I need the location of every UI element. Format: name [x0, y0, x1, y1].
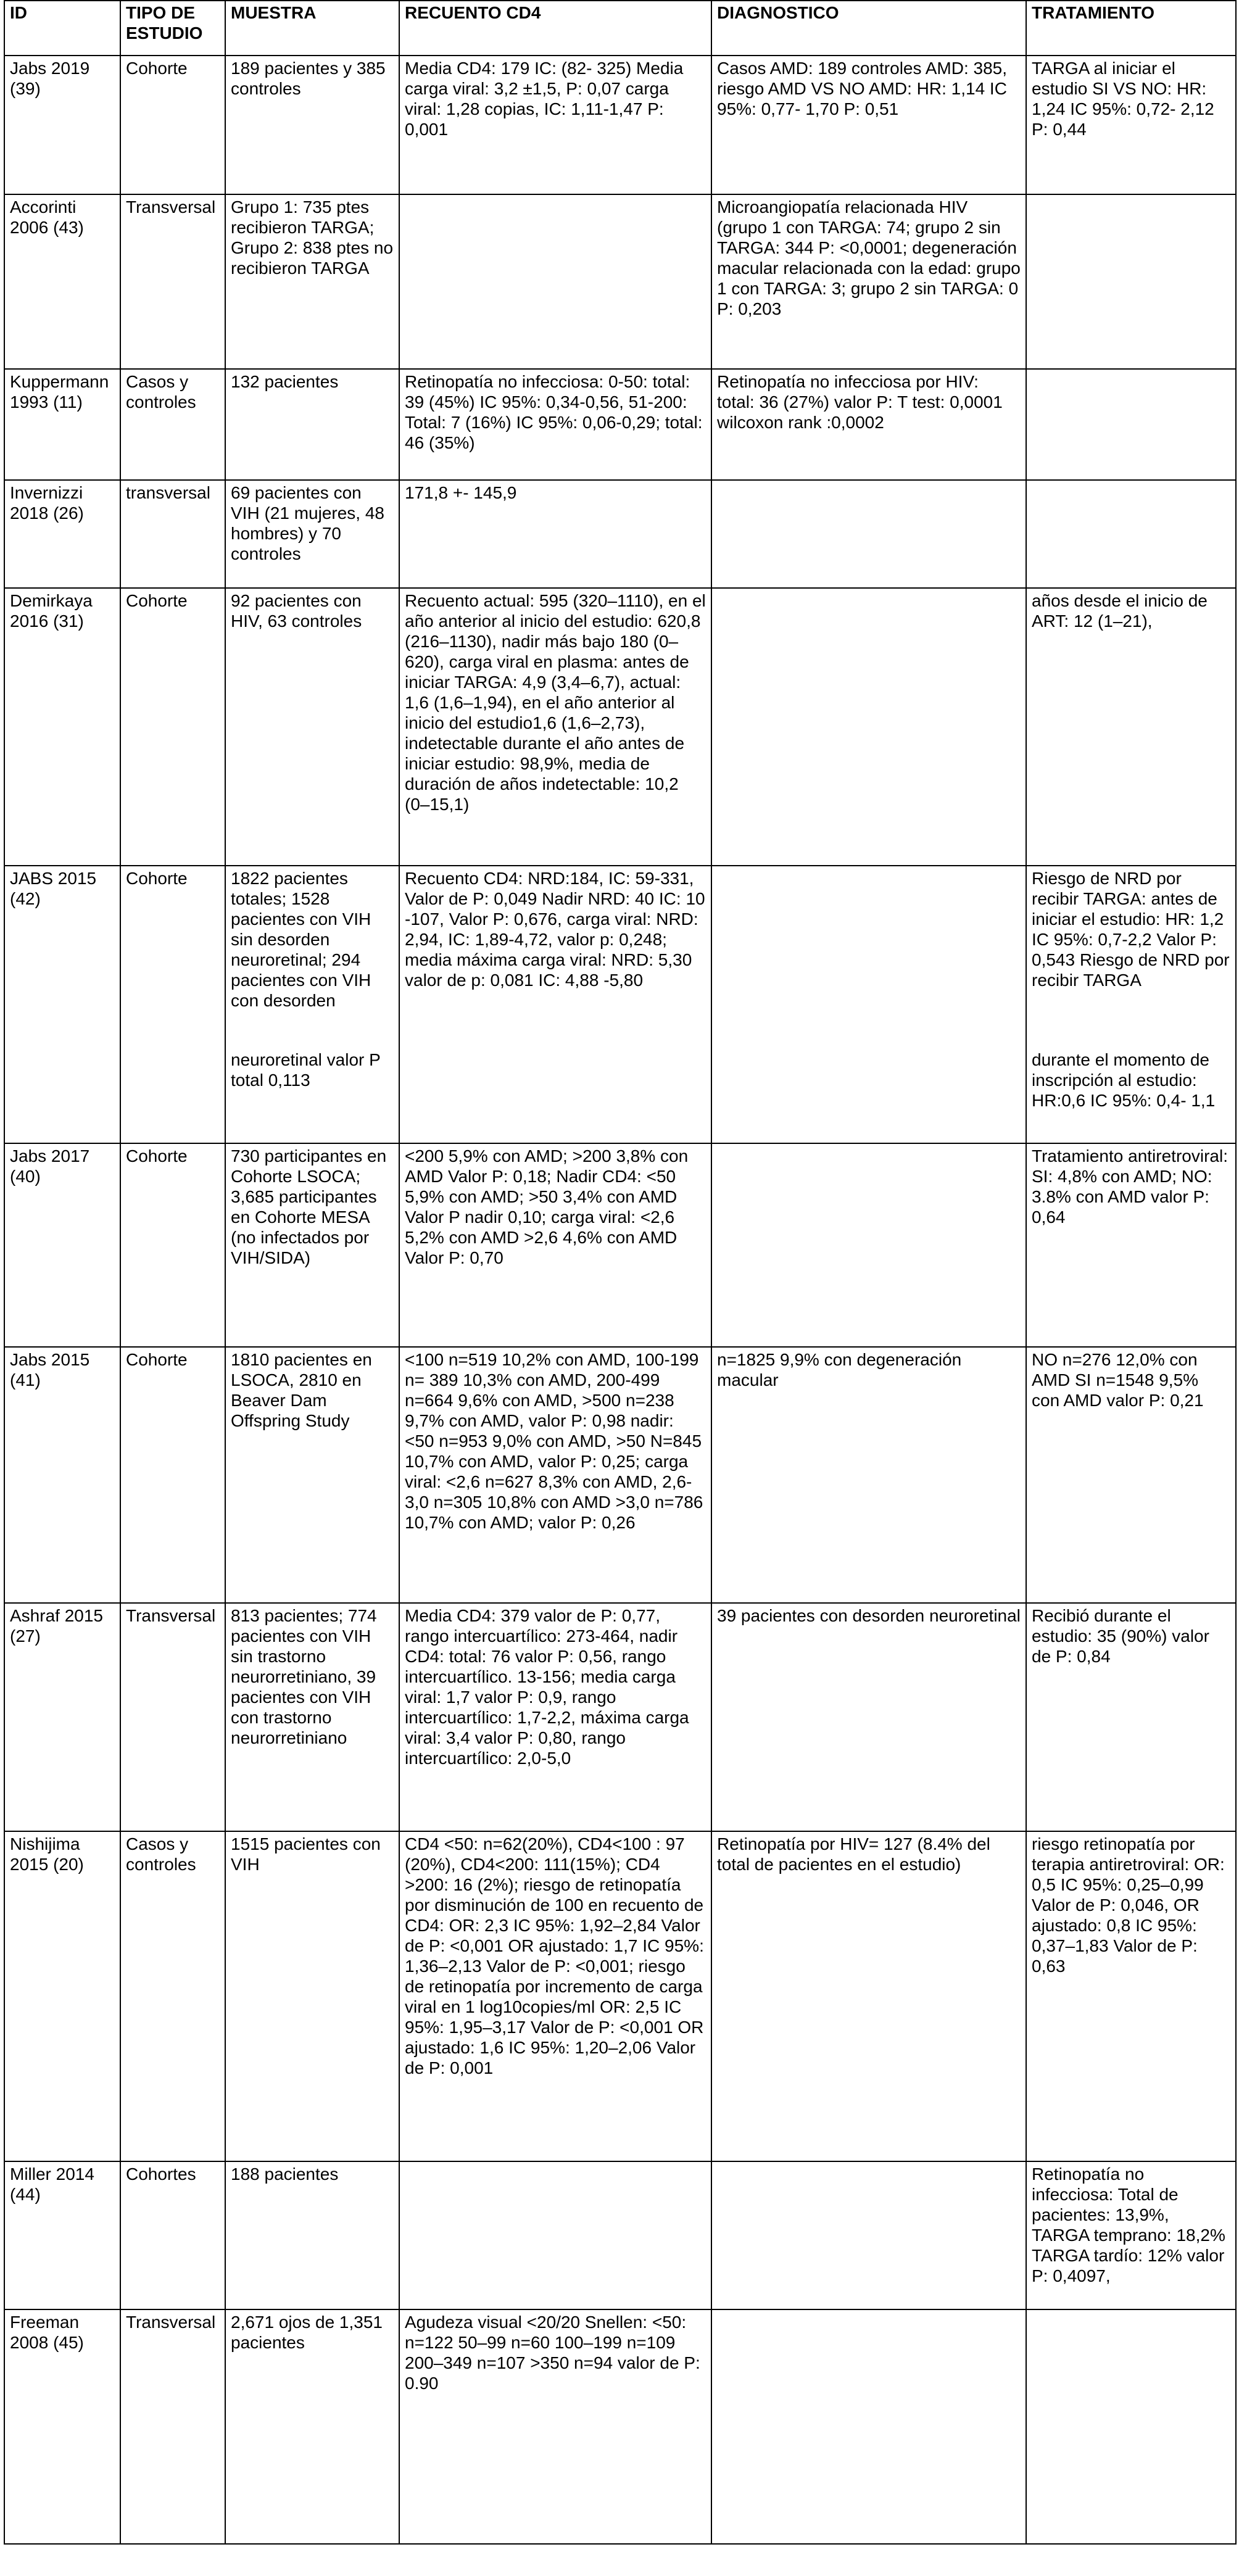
cell-tratamiento: Tratamiento antiretroviral: SI: 4,8% con AMD; NO: 3.8% con AMD valor P: 0,64: [1026, 1143, 1236, 1347]
cell-muestra: 92 pacientes con HIV, 63 controles: [225, 588, 399, 866]
cell-muestra: 188 pacientes: [225, 2161, 399, 2309]
cell-diagnostico: [711, 2161, 1026, 2309]
cell-tratamiento: [1026, 480, 1236, 588]
cell-recuento: [399, 1048, 711, 1143]
table-row: [4, 194, 1236, 369]
cell-tipo: Cohorte: [120, 588, 225, 866]
table-row: [4, 2161, 1236, 2309]
table-row: [4, 1831, 1236, 2161]
table-row: [4, 56, 1236, 194]
table-row: [4, 480, 1236, 588]
cell-id: Nishijima 2015 (20): [4, 1831, 120, 2161]
cell-tratamiento: [1026, 194, 1236, 369]
cell-diagnostico: Retinopatía no infecciosa por HIV: total: 36 (27%) valor P: T test: 0,0001 wilcoxon rank :0,0002: [711, 369, 1026, 480]
cell-muestra: 730 participantes en Cohorte LSOCA; 3,685 participantes en Cohorte MESA (no infectados por VIH/SIDA): [225, 1143, 399, 1347]
cell-tipo: Cohorte: [120, 1347, 225, 1603]
header-muestra: MUESTRA: [225, 1, 399, 56]
cell-diagnostico: [711, 2309, 1026, 2544]
cell-muestra: 69 pacientes con VIH (21 mujeres, 48 hombres) y 70 controles: [225, 480, 399, 588]
cell-diagnostico: [711, 480, 1026, 588]
cell-tratamiento: [1026, 369, 1236, 480]
cell-tipo: Transversal: [120, 1603, 225, 1831]
header-recuento-cd4: RECUENTO CD4: [399, 1, 711, 56]
cell-tipo: Transversal: [120, 2309, 225, 2544]
cell-muestra: neuroretinal valor P total 0,113: [225, 1048, 399, 1143]
cell-diagnostico: n=1825 9,9% con degeneración macular: [711, 1347, 1026, 1603]
cell-diagnostico: Casos AMD: 189 controles AMD: 385, riesgo AMD VS NO AMD: HR: 1,14 IC 95%: 0,77- 1,70 P: 0,51: [711, 56, 1026, 194]
table-row: [4, 1143, 1236, 1347]
results-table: [4, 0, 1237, 2545]
cell-id: Accorinti 2006 (43): [4, 194, 120, 369]
cell-id: Miller 2014 (44): [4, 2161, 120, 2309]
table-row: [4, 1347, 1236, 1603]
cell-diagnostico: Microangiopatía relacionada HIV (grupo 1 con TARGA: 74; grupo 2 sin TARGA: 344 P: <0,0001; degeneración macular relacionada con la edad: grupo 1 con TARGA: 3; grupo 2 sin TARGA: 0 P: 0,203: [711, 194, 1026, 369]
cell-muestra: 132 pacientes: [225, 369, 399, 480]
table-row: [4, 588, 1236, 866]
cell-tratamiento: años desde el inicio de ART: 12 (1–21),: [1026, 588, 1236, 866]
cell-tipo: Cohorte: [120, 866, 225, 1048]
cell-tratamiento: NO n=276 12,0% con AMD SI n=1548 9,5% con AMD valor P: 0,21: [1026, 1347, 1236, 1603]
header-id: ID: [4, 1, 120, 56]
cell-tratamiento: Recibió durante el estudio: 35 (90%) valor de P: 0,84: [1026, 1603, 1236, 1831]
cell-diagnostico: 39 pacientes con desorden neuroretinal: [711, 1603, 1026, 1831]
cell-diagnostico: [711, 1048, 1026, 1143]
cell-diagnostico: [711, 1143, 1026, 1347]
cell-diagnostico: [711, 588, 1026, 866]
cell-id: Demirkaya 2016 (31): [4, 588, 120, 866]
cell-tratamiento: TARGA al iniciar el estudio SI VS NO: HR: 1,24 IC 95%: 0,72- 2,12 P: 0,44: [1026, 56, 1236, 194]
cell-recuento: Media CD4: 179 IC: (82- 325) Media carga viral: 3,2 ±1,5, P: 0,07 carga viral: 1,28 copias, IC: 1,11-1,47 P: 0,001: [399, 56, 711, 194]
cell-recuento: Retinopatía no infecciosa: 0-50: total: 39 (45%) IC 95%: 0,34-0,56, 51-200: Total: 7 (16%) IC 95%: 0,06-0,29; total: 46 (35%): [399, 369, 711, 480]
header-tipo-estudio: TIPO DE ESTUDIO: [120, 1, 225, 56]
cell-id: Ashraf 2015 (27): [4, 1603, 120, 1831]
cell-muestra: 1822 pacientes totales; 1528 pacientes con VIH sin desorden neuroretinal; 294 pacientes con VIH con desorden: [225, 866, 399, 1048]
cell-tipo: [120, 1048, 225, 1143]
cell-recuento: Media CD4: 379 valor de P: 0,77, rango intercuartílico: 273-464, nadir CD4: total: 76 valor P: 0,56, rango intercuartílico. 13-156; media carga viral: 1,7 valor P: 0,9, rango intercuartílico: 1,7-2,2, máxima carga viral: 3,4 valor P: 0,80, rango intercuartílico: 2,0-5,0: [399, 1603, 711, 1831]
cell-id: JABS 2015 (42): [4, 866, 120, 1048]
cell-tratamiento: durante el momento de inscripción al estudio: HR:0,6 IC 95%: 0,4- 1,1: [1026, 1048, 1236, 1143]
cell-tipo: Cohorte: [120, 56, 225, 194]
header-tratamiento: TRATAMIENTO: [1026, 1, 1236, 56]
cell-tratamiento: Retinopatía no infecciosa: Total de pacientes: 13,9%, TARGA temprano: 18,2% TARGA tardío: 12% valor P: 0,4097,: [1026, 2161, 1236, 2309]
cell-recuento: <200 5,9% con AMD; >200 3,8% con AMD Valor P: 0,18; Nadir CD4: <50 5,9% con AMD; >50 3,4% con AMD Valor P nadir 0,10; carga viral: <2,6 5,2% con AMD >2,6 4,6% con AMD Valor P: 0,70: [399, 1143, 711, 1347]
cell-tipo: transversal: [120, 480, 225, 588]
cell-recuento: [399, 2161, 711, 2309]
table-row: [4, 369, 1236, 480]
cell-muestra: 1515 pacientes con VIH: [225, 1831, 399, 2161]
cell-id: Freeman 2008 (45): [4, 2309, 120, 2544]
table-row: [4, 866, 1236, 1048]
cell-recuento: 171,8 +- 145,9: [399, 480, 711, 588]
cell-tipo: Cohortes: [120, 2161, 225, 2309]
cell-tratamiento: [1026, 2309, 1236, 2544]
cell-tratamiento: riesgo retinopatía por terapia antiretroviral: OR: 0,5 IC 95%: 0,25–0,99 Valor de P: 0,046, OR ajustado: 0,8 IC 95%: 0,37–1,83 Valor de P: 0,63: [1026, 1831, 1236, 2161]
header-diagnostico: DIAGNOSTICO: [711, 1, 1026, 56]
table-row: [4, 1048, 1236, 1143]
cell-id: Jabs 2017 (40): [4, 1143, 120, 1347]
cell-id: Jabs 2019 (39): [4, 56, 120, 194]
cell-recuento: <100 n=519 10,2% con AMD, 100-199 n= 389 10,3% con AMD, 200-499 n=664 9,6% con AMD, >500 n=238 9,7% con AMD, valor P: 0,98 nadir: <50 n=953 9,0% con AMD, >50 N=845 10,7% con AMD, valor P: 0,25; carga viral: <2,6 n=627 8,3% con AMD, 2,6-3,0 n=305 10,8% con AMD >3,0 n=786 10,7% con AMD; valor P: 0,26: [399, 1347, 711, 1603]
cell-recuento: Recuento CD4: NRD:184, IC: 59-331, Valor de P: 0,049 Nadir NRD: 40 IC: 10 -107, Valor P: 0,676, carga viral: NRD: 2,94, IC: 1,89-4,72, valor p: 0,248; media máxima carga viral: NRD: 5,30 valor de p: 0,081 IC: 4,88 -5,80: [399, 866, 711, 1048]
header-row: [4, 1, 1236, 56]
cell-muestra: 1810 pacientes en LSOCA, 2810 en Beaver Dam Offspring Study: [225, 1347, 399, 1603]
cell-tipo: Cohorte: [120, 1143, 225, 1347]
cell-muestra: 2,671 ojos de 1,351 pacientes: [225, 2309, 399, 2544]
cell-tipo: Casos y controles: [120, 1831, 225, 2161]
cell-id: Invernizzi 2018 (26): [4, 480, 120, 588]
cell-diagnostico: [711, 866, 1026, 1048]
cell-tipo: Casos y controles: [120, 369, 225, 480]
cell-diagnostico: Retinopatía por HIV= 127 (8.4% del total de pacientes en el estudio): [711, 1831, 1026, 2161]
cell-recuento: CD4 <50: n=62(20%), CD4<100 : 97 (20%), CD4<200: 111(15%); CD4 >200: 16 (2%); riesgo de retinopatía por disminución de 100 en recuento de CD4: OR: 2,3 IC 95%: 1,92–2,84 Valor de P: <0,001 OR ajustado: 1,7 IC 95%: 1,36–2,13 Valor de P: <0,001; riesgo de retinopatía por incremento de carga viral en 1 log10copies/ml OR: 2,5 IC 95%: 1,95–3,17 Valor de P: <0,001 OR ajustado: 1,6 IC 95%: 1,20–2,06 Valor de P: 0,001: [399, 1831, 711, 2161]
cell-id: [4, 1048, 120, 1143]
cell-recuento: [399, 194, 711, 369]
cell-id: Kuppermann 1993 (11): [4, 369, 120, 480]
cell-muestra: 813 pacientes; 774 pacientes con VIH sin trastorno neurorretiniano, 39 pacientes con VIH con trastorno neurorretiniano: [225, 1603, 399, 1831]
table-row: [4, 2309, 1236, 2544]
table-row: [4, 1603, 1236, 1831]
cell-id: Jabs 2015 (41): [4, 1347, 120, 1603]
cell-muestra: Grupo 1: 735 ptes recibieron TARGA; Grupo 2: 838 ptes no recibieron TARGA: [225, 194, 399, 369]
cell-muestra: 189 pacientes y 385 controles: [225, 56, 399, 194]
cell-recuento: Agudeza visual <20/20 Snellen: <50: n=122 50–99 n=60 100–199 n=109 200–349 n=107 >350 n=94 valor de P: 0.90: [399, 2309, 711, 2544]
cell-tratamiento: Riesgo de NRD por recibir TARGA: antes de iniciar el estudio: HR: 1,2 IC 95%: 0,7-2,2 Valor P: 0,543 Riesgo de NRD por recibir TARGA: [1026, 866, 1236, 1048]
cell-tipo: Transversal: [120, 194, 225, 369]
cell-recuento: Recuento actual: 595 (320–1110), en el año anterior al inicio del estudio: 620,8 (216–1130), nadir más bajo 180 (0–620), carga viral en plasma: antes de iniciar TARGA: 4,9 (3,4–6,7), actual: 1,6 (1,6–1,94), en el año anterior al inicio del estudio1,6 (1,6–2,73), indetectable durante el año antes de iniciar estudio: 98,9%, media de duración de años indetectable: 10,2 (0–15,1): [399, 588, 711, 866]
